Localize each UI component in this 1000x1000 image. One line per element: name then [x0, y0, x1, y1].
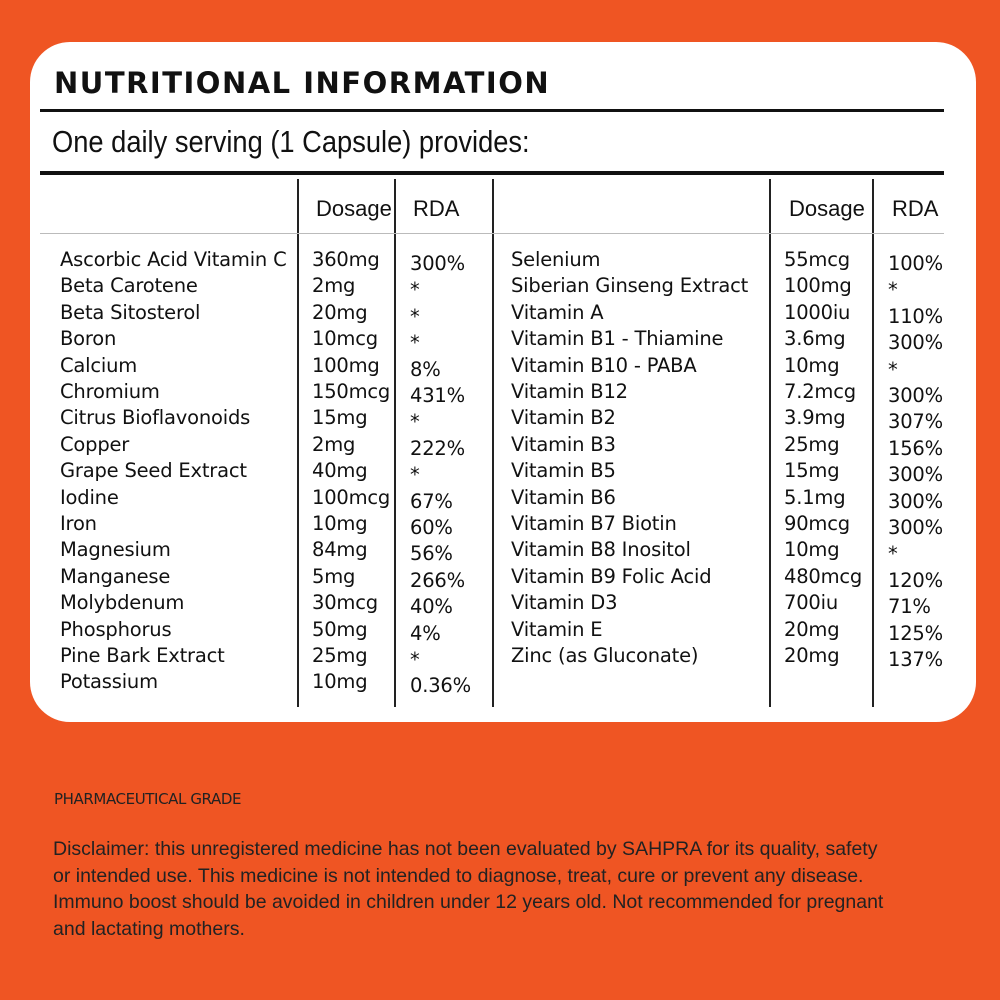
nutrient-rda: 431%: [410, 384, 465, 407]
nutrient-rda: 71%: [888, 595, 931, 619]
nutrient-rda: 60%: [410, 516, 453, 539]
nutrient-dosage: 700iu: [784, 591, 838, 615]
nutrient-name: Phosphorus: [60, 617, 172, 641]
nutrient-rda: 156%: [888, 436, 943, 460]
column-divider: [394, 179, 396, 707]
nutrient-dosage: 25mg: [784, 432, 840, 456]
nutrient-dosage: 15mg: [312, 406, 368, 430]
nutrient-rda: 300%: [888, 384, 943, 407]
nutrient-rda: 67%: [410, 489, 453, 513]
nutrient-dosage: 5.1mg: [784, 485, 846, 509]
nutrient-name: Vitamin B5: [511, 459, 616, 483]
nutrient-dosage: 2mg: [312, 432, 356, 456]
nutrient-name: Beta Carotene: [60, 274, 198, 298]
nutrient-rda: 0.36%: [410, 674, 471, 698]
nutrient-name: Boron: [60, 327, 117, 351]
disclaimer-line: and lactating mothers.: [53, 917, 245, 940]
rda-header-left: RDA: [413, 196, 460, 221]
nutrient-rda: 56%: [410, 542, 453, 566]
nutrient-name: Zinc (as Gluconate): [511, 644, 699, 667]
nutrient-rda: 300%: [410, 252, 465, 275]
column-divider: [492, 179, 494, 707]
nutrient-name: Potassium: [60, 670, 158, 694]
nutrient-name: Selenium: [511, 248, 601, 271]
nutrient-name: Calcium: [60, 353, 138, 377]
nutrient-rda: 300%: [888, 331, 943, 355]
nutrient-name: Grape Seed Extract: [60, 459, 247, 483]
nutrient-name: Vitamin B12: [511, 380, 628, 403]
nutrient-dosage: 480mcg: [784, 564, 863, 588]
nutrient-name: Pine Bark Extract: [60, 644, 225, 667]
nutrient-dosage: 1000iu: [784, 300, 851, 324]
nutrient-name: Vitamin E: [511, 617, 603, 641]
nutrient-rda: *: [410, 331, 420, 355]
nutrient-rda: 110%: [888, 304, 943, 328]
nutrient-name: Siberian Ginseng Extract: [511, 274, 749, 298]
panel-title: NUTRITIONAL INFORMATION: [54, 66, 551, 100]
disclaimer-line: or intended use. This medicine is not intended to diagnose, treat, cure or prevent any disease.: [53, 864, 864, 887]
title-divider: [40, 109, 944, 112]
nutrient-rda: 300%: [888, 516, 943, 539]
nutrient-dosage: 10mcg: [312, 327, 378, 351]
serving-subtitle: One daily serving (1 Capsule) provides:: [52, 124, 530, 159]
nutrient-name: Vitamin B2: [511, 406, 616, 430]
nutrient-dosage: 50mg: [312, 617, 368, 641]
nutrient-rda: *: [410, 410, 420, 434]
nutrient-name: Vitamin B10 - PABA: [511, 353, 697, 377]
nutrient-rda: *: [888, 357, 898, 381]
nutrient-rda: *: [410, 648, 420, 671]
nutrient-rda: *: [410, 278, 420, 302]
nutrient-name: Magnesium: [60, 538, 171, 562]
nutrient-dosage: 100mcg: [312, 485, 391, 509]
disclaimer-line: Immuno boost should be avoided in children under 12 years old. Not recommended for pregnant: [53, 891, 884, 913]
nutrient-rda: 8%: [410, 357, 441, 381]
dosage-header-left: Dosage: [316, 196, 392, 221]
nutrient-name: Ascorbic Acid Vitamin C: [60, 248, 287, 271]
nutrient-name: Vitamin A: [511, 300, 604, 324]
disclaimer-line: Disclaimer: this unregistered medicine has not been evaluated by SAHPRA for its quality, safety: [53, 838, 878, 860]
nutrient-dosage: 55mcg: [784, 248, 850, 271]
nutrient-name: Iron: [60, 512, 97, 535]
nutrient-name: Citrus Bioflavonoids: [60, 406, 251, 430]
nutrient-name: Manganese: [60, 564, 171, 588]
grade-label: PHARMACEUTICAL GRADE: [54, 790, 242, 808]
nutrient-rda: 120%: [888, 568, 943, 592]
nutrient-name: Vitamin B7 Biotin: [511, 512, 677, 535]
nutrient-dosage: 7.2mcg: [784, 380, 856, 403]
nutrient-rda: 300%: [888, 463, 943, 487]
nutrient-rda: 40%: [410, 595, 453, 619]
nutrient-name: Vitamin B9 Folic Acid: [511, 564, 712, 588]
nutrient-dosage: 10mg: [784, 353, 840, 377]
nutrient-dosage: 10mg: [312, 512, 368, 535]
nutrient-rda: 4%: [410, 621, 441, 645]
nutrient-dosage: 360mg: [312, 248, 380, 271]
nutrient-name: Vitamin B6: [511, 485, 616, 509]
nutrient-name: Beta Sitosterol: [60, 300, 201, 324]
nutrient-rda: 100%: [888, 252, 943, 275]
nutrient-rda: 266%: [410, 568, 465, 592]
nutrient-rda: 300%: [888, 489, 943, 513]
nutrient-name: Copper: [60, 432, 130, 456]
header-divider: [40, 171, 944, 175]
nutrient-dosage: 20mg: [784, 644, 840, 667]
nutrient-dosage: 40mg: [312, 459, 368, 483]
nutrient-dosage: 15mg: [784, 459, 840, 483]
column-divider: [872, 179, 874, 707]
nutrient-rda: 125%: [888, 621, 943, 645]
nutrient-dosage: 90mcg: [784, 512, 850, 535]
nutrient-name: Vitamin D3: [511, 591, 618, 615]
nutrient-dosage: 100mg: [784, 274, 852, 298]
nutrient-dosage: 30mcg: [312, 591, 378, 615]
nutrient-dosage: 5mg: [312, 564, 356, 588]
nutrient-name: Vitamin B8 Inositol: [511, 538, 691, 562]
nutrient-name: Chromium: [60, 380, 160, 403]
rda-header-right: RDA: [892, 196, 939, 221]
nutrient-rda: 307%: [888, 410, 943, 434]
nutrient-dosage: 20mg: [312, 300, 368, 324]
nutrient-dosage: 100mg: [312, 353, 380, 377]
nutrient-dosage: 84mg: [312, 538, 368, 562]
column-divider: [297, 179, 299, 707]
nutrient-rda: 222%: [410, 436, 465, 460]
nutrient-name: Vitamin B3: [511, 432, 616, 456]
nutrient-dosage: 150mcg: [312, 380, 391, 403]
nutrient-dosage: 25mg: [312, 644, 368, 667]
nutrient-name: Molybdenum: [60, 591, 185, 615]
nutrient-dosage: 10mg: [312, 670, 368, 694]
nutrient-dosage: 20mg: [784, 617, 840, 641]
column-divider: [769, 179, 771, 707]
nutrient-name: Iodine: [60, 485, 119, 509]
nutrient-rda: 137%: [888, 648, 943, 671]
table-header-underline: [40, 233, 944, 234]
disclaimer: [53, 836, 913, 942]
nutrient-dosage: 10mg: [784, 538, 840, 562]
nutrient-rda: *: [888, 542, 898, 566]
nutrient-dosage: 3.9mg: [784, 406, 846, 430]
nutrient-rda: *: [410, 304, 420, 328]
nutrient-dosage: 3.6mg: [784, 327, 846, 351]
nutrient-dosage: 2mg: [312, 274, 356, 298]
nutrient-rda: *: [410, 463, 420, 487]
nutrient-rda: *: [888, 278, 898, 302]
dosage-header-right: Dosage: [789, 196, 865, 221]
nutrient-name: Vitamin B1 - Thiamine: [511, 327, 724, 351]
